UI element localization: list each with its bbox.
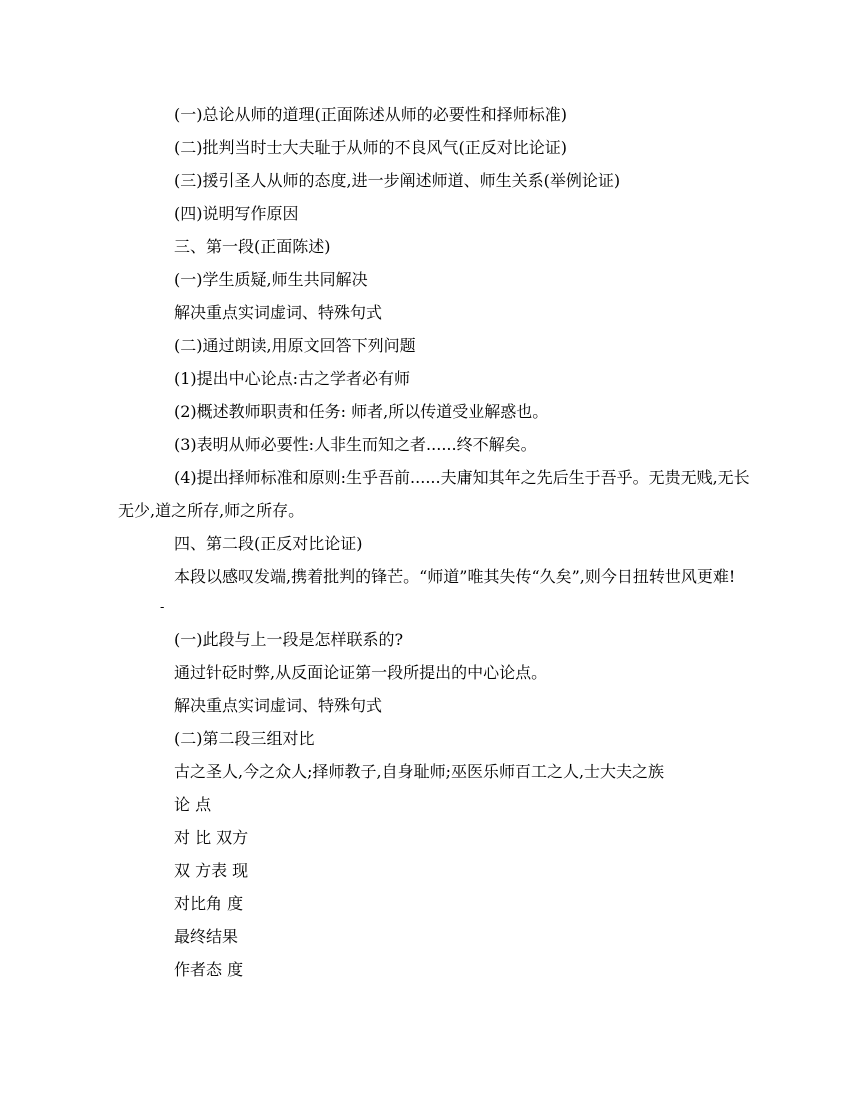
- section-heading-4: 四、第二段(正反对比论证): [174, 534, 363, 553]
- paragraph-intro: 本段以感叹发端,携着批判的锋芒。“师道”唯其失传“久矣”,则今日扭转世风更难!: [174, 567, 736, 586]
- paragraph-question-2: (二)第二段三组对比: [174, 729, 315, 748]
- table-label-4: 对比角 度: [174, 894, 244, 913]
- table-label-3: 双 方表 现: [174, 861, 249, 880]
- table-label-2: 对 比 双方: [174, 828, 249, 847]
- paragraph-sub-4: 解决重点实词虚词、特殊句式: [174, 696, 383, 715]
- paragraph-sub-2: 解决重点实词虚词、特殊句式: [174, 303, 383, 322]
- list-item-2: (2)概述教师职责和任务: 师者,所以传道受业解惑也。: [174, 402, 549, 421]
- document-body: [118, 98, 750, 986]
- paragraph-answer-1: 通过针砭时弊,从反面论证第一段所提出的中心论点。: [174, 663, 548, 682]
- paragraph-outline-1: (一)总论从师的道理(正面陈述从师的必要性和择师标准): [174, 105, 567, 124]
- paragraph-sub-1: (一)学生质疑,师生共同解决: [174, 270, 368, 289]
- list-item-1: (1)提出中心论点:古之学者必有师: [174, 369, 411, 388]
- table-label-5: 最终结果: [174, 927, 239, 946]
- list-item-3: (3)表明从师必要性:人非生而知之者......终不解矣。: [174, 435, 537, 454]
- paragraph-sub-3: (二)通过朗读,用原文回答下列问题: [174, 336, 416, 355]
- paragraph-outline-4: (四)说明写作原因: [174, 204, 299, 223]
- paragraph-question-1: (一)此段与上一段是怎样联系的?: [174, 630, 404, 649]
- paragraph-outline-3: (三)援引圣人从师的态度,进一步阐述师道、师生关系(举例论证): [174, 171, 621, 190]
- table-label-6: 作者态 度: [174, 960, 244, 979]
- paragraph-comparison: 古之圣人,今之众人;择师教子,自身耻师;巫医乐师百工之人,士大夫之族: [174, 762, 665, 781]
- separator-dash: -: [160, 600, 165, 615]
- paragraph-outline-2: (二)批判当时士大夫耻于从师的不良风气(正反对比论证): [174, 138, 567, 157]
- table-label-1: 论 点: [174, 795, 212, 814]
- section-heading-3: 三、第一段(正面陈述): [174, 237, 331, 256]
- list-item-4: (4)提出择师标准和原则:生乎吾前......夫庸知其年之先后生于吾乎。无贵无贱,无长无少,道之所存,师之所存。: [118, 468, 750, 520]
